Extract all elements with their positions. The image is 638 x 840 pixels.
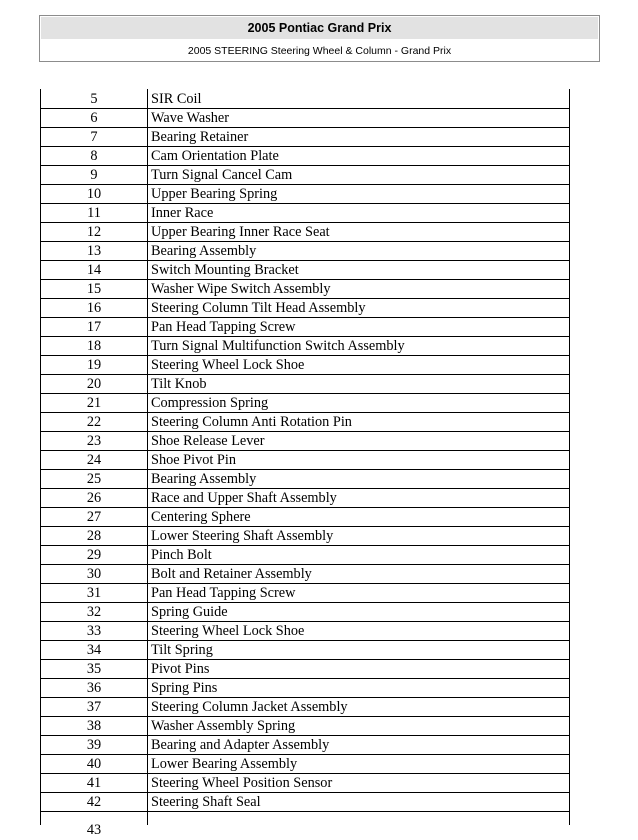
item-description: Spring Pins <box>151 680 218 696</box>
item-description: Washer Wipe Switch Assembly <box>151 281 331 297</box>
item-number: 9 <box>90 167 98 183</box>
table-row <box>41 375 570 394</box>
item-description: Tilt Knob <box>151 376 207 392</box>
item-description: Pinch Bolt <box>151 547 212 563</box>
document-subtitle: 2005 STEERING Steering Wheel & Column - Grand Prix <box>187 45 452 57</box>
item-description: Upper Bearing Inner Race Seat <box>151 224 330 240</box>
table-row <box>41 470 570 489</box>
table-row <box>41 242 570 261</box>
item-number: 29 <box>86 547 102 563</box>
table-row <box>41 204 570 223</box>
item-number: 33 <box>86 623 102 639</box>
document-header <box>39 15 600 62</box>
table-row <box>41 641 570 660</box>
table-row <box>41 223 570 242</box>
item-number: 41 <box>86 775 102 791</box>
item-description: Switch Mounting Bracket <box>151 262 299 278</box>
item-description: Bearing Assembly <box>151 243 257 259</box>
item-number: 22 <box>86 414 102 430</box>
item-number: 27 <box>86 509 102 525</box>
item-number: 6 <box>90 110 98 126</box>
item-number: 28 <box>86 528 102 544</box>
table-row <box>41 546 570 565</box>
item-number: 26 <box>86 490 102 506</box>
item-description: Washer Assembly Spring <box>151 718 296 734</box>
partial-row-number: 43 <box>86 822 102 838</box>
item-description: Upper Bearing Spring <box>151 186 278 202</box>
item-description: Tilt Spring <box>151 642 213 658</box>
item-number: 20 <box>86 376 102 392</box>
item-description: Race and Upper Shaft Assembly <box>151 490 337 506</box>
item-number: 10 <box>86 186 102 202</box>
item-number: 16 <box>86 300 102 316</box>
table-row <box>41 185 570 204</box>
item-number: 21 <box>86 395 102 411</box>
table-row <box>41 451 570 470</box>
table-row <box>41 736 570 755</box>
item-description: Compression Spring <box>151 395 269 411</box>
item-description: Turn Signal Cancel Cam <box>151 167 293 183</box>
table-row <box>41 413 570 432</box>
item-description: Steering Column Jacket Assembly <box>151 699 348 715</box>
item-number: 7 <box>90 129 98 145</box>
table-row <box>41 261 570 280</box>
table-row <box>41 147 570 166</box>
item-number: 35 <box>86 661 102 677</box>
item-description: Bearing Assembly <box>151 471 257 487</box>
partial-row <box>41 817 147 838</box>
item-number: 34 <box>86 642 102 658</box>
item-description: Pivot Pins <box>151 661 210 677</box>
item-description: Lower Steering Shaft Assembly <box>151 528 334 544</box>
item-number: 30 <box>86 566 102 582</box>
item-number: 25 <box>86 471 102 487</box>
item-description: Turn Signal Multifunction Switch Assembly <box>151 338 405 354</box>
item-description: Bearing and Adapter Assembly <box>151 737 330 753</box>
item-description: Steering Shaft Seal <box>151 794 261 810</box>
table-row <box>41 356 570 375</box>
item-description: SIR Coil <box>151 91 202 107</box>
item-description: Steering Wheel Lock Shoe <box>151 623 305 639</box>
table-row <box>41 622 570 641</box>
table-row <box>41 660 570 679</box>
table-row <box>41 166 570 185</box>
item-number: 39 <box>86 737 102 753</box>
item-description: Lower Bearing Assembly <box>151 756 298 772</box>
item-number: 42 <box>86 794 102 810</box>
item-description: Steering Column Tilt Head Assembly <box>151 300 366 316</box>
table-row <box>41 565 570 584</box>
item-description: Centering Sphere <box>151 509 251 525</box>
table-row <box>41 109 570 128</box>
table-row <box>41 793 570 812</box>
item-description: Cam Orientation Plate <box>151 148 279 164</box>
table-row <box>41 508 570 527</box>
table-row <box>41 90 570 109</box>
item-description: Bearing Retainer <box>151 129 249 145</box>
item-description: Pan Head Tapping Screw <box>151 585 296 601</box>
table-row <box>41 432 570 451</box>
table-row <box>41 698 570 717</box>
item-description: Steering Wheel Position Sensor <box>151 775 333 791</box>
table-row <box>41 489 570 508</box>
item-number: 24 <box>86 452 102 468</box>
item-description: Shoe Release Lever <box>151 433 265 449</box>
item-number: 8 <box>90 148 98 164</box>
table-row <box>41 774 570 793</box>
item-number: 36 <box>86 680 102 696</box>
document-title: 2005 Pontiac Grand Prix <box>41 17 598 39</box>
item-description: Wave Washer <box>151 110 230 126</box>
table-row <box>41 603 570 622</box>
item-number: 40 <box>86 756 102 772</box>
item-number: 18 <box>86 338 102 354</box>
item-description: Spring Guide <box>151 604 228 620</box>
item-number: 19 <box>86 357 102 373</box>
item-number: 13 <box>86 243 102 259</box>
item-number: 14 <box>86 262 102 278</box>
table-row <box>41 128 570 147</box>
table-row <box>41 755 570 774</box>
item-number: 37 <box>86 699 102 715</box>
item-number: 32 <box>86 604 102 620</box>
item-description: Steering Wheel Lock Shoe <box>151 357 305 373</box>
item-description: Shoe Pivot Pin <box>151 452 237 468</box>
item-number: 38 <box>86 718 102 734</box>
parts-table <box>41 90 570 812</box>
table-row <box>41 337 570 356</box>
item-description: Pan Head Tapping Screw <box>151 319 296 335</box>
table-row <box>41 584 570 603</box>
item-number: 5 <box>90 91 98 107</box>
item-number: 17 <box>86 319 102 335</box>
item-description: Bolt and Retainer Assembly <box>151 566 312 582</box>
table-row <box>41 717 570 736</box>
item-number: 15 <box>86 281 102 297</box>
table-row <box>41 527 570 546</box>
item-description: Inner Race <box>151 205 214 221</box>
item-number: 31 <box>86 585 102 601</box>
table-row <box>41 299 570 318</box>
item-description: Steering Column Anti Rotation Pin <box>151 414 352 430</box>
item-number: 11 <box>87 205 101 221</box>
item-number: 23 <box>86 433 102 449</box>
table-row <box>41 280 570 299</box>
table-row <box>41 318 570 337</box>
table-row <box>41 679 570 698</box>
item-number: 12 <box>86 224 102 240</box>
table-row <box>41 394 570 413</box>
